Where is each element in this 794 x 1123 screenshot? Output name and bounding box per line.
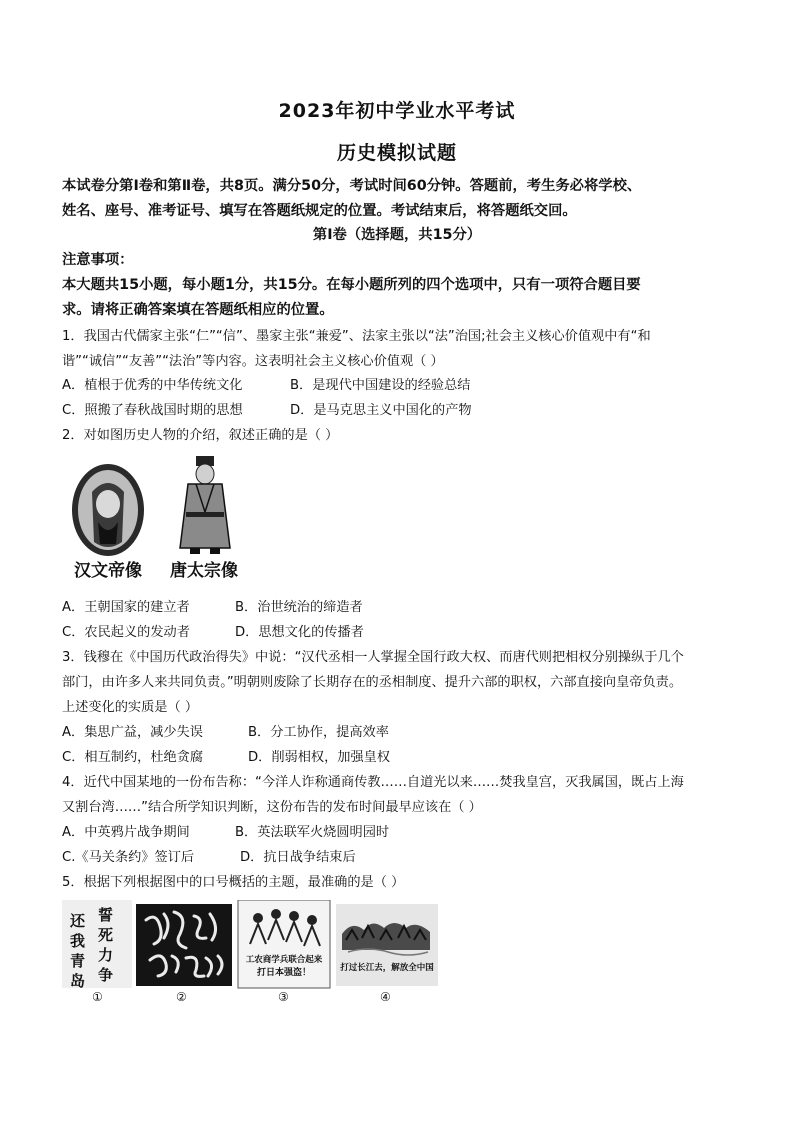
q3-stem-line-3: 上述变化的实质是（ ） [62,700,199,715]
q4-stem-line-1: 4．近代中国某地的一份布告称：“今洋人诈称通商传教……自道光以来……焚我皇宫，灭我属国，既占上海 [62,775,684,790]
q1-stem-line-2: 谐”“诚信”“友善”“法治”等内容。这表明社会主义核心价值观（ ） [62,354,444,369]
svg-text:争: 争 [98,966,114,984]
svg-text:誓: 誓 [98,906,114,924]
svg-text:力: 力 [98,946,114,964]
q2-stem: 2．对如图历史人物的介绍，叙述正确的是（ ） [62,428,339,443]
q5-stem: 5．根据下列根据图中的口号概括的主题，最准确的是（ ） [62,875,405,890]
q2-option-d: D．思想文化的传播者 [235,625,364,640]
exam-subtitle: 历史模拟试题 [336,142,457,164]
poster-label-3: ③ [278,990,289,1004]
poster-label-2: ② [176,990,187,1004]
poster-1 [62,900,132,990]
svg-text:工农商学兵联合起来: 工农商学兵联合起来 [245,955,323,965]
caption-han-emperor: 汉文帝像 [74,561,142,581]
q2-option-a: A．王朝国家的建立者 [62,600,190,615]
exam-title: 2023年初中学业水平考试 [278,100,516,122]
q2-option-b: B．治世统治的缔造者 [235,600,363,615]
q4-option-d: D．抗日战争结束后 [240,850,356,865]
svg-text:死: 死 [98,926,114,944]
q1-option-a: A．植根于优秀的中华传统文化 [62,378,243,393]
poster-3 [238,900,330,988]
intro-line-2: 姓名、座号、准考证号、填写在答题纸规定的位置。考试结束后，将答题纸交回。 [62,203,577,219]
q3-option-c: C．相互制约，杜绝贪腐 [62,750,204,765]
q4-option-a: A．中英鸦片战争期间 [62,825,190,840]
q1-option-d: D．是马克思主义中国化的产物 [290,403,472,418]
poster-label-4: ④ [380,990,391,1004]
svg-text:我: 我 [70,932,86,950]
q4-option-c: C.《马关条约》签订后 [62,850,195,865]
q4-stem-line-2: 又割台湾……”结合所学知识判断，这份布告的发布时间最早应该在（ ） [62,800,482,815]
q3-option-d: D．削弱相权，加强皇权 [248,750,391,765]
svg-text:青: 青 [70,952,86,970]
q1-option-c: C．照搬了春秋战国时期的思想 [62,403,243,418]
q3-option-a: A．集思广益，减少失误 [62,725,203,740]
svg-text:打日本强盗！: 打日本强盗！ [256,968,312,978]
svg-text:还: 还 [70,912,86,930]
q3-stem-line-2: 部门，由许多人来共同负责。”明朝则废除了长期存在的丞相制度、提升六部的职权，六部直接向皇帝负责。 [62,675,683,690]
q1-option-b: B．是现代中国建设的经验总结 [290,378,471,393]
tang-emperor-figure [180,456,230,554]
q2-option-c: C．农民起义的发动者 [62,625,190,640]
instruction-line-1: 本大题共15小题，每小题1分，共15分。在每小题所列的四个选项中，只有一项符合题目要 [62,277,641,293]
svg-text:岛: 岛 [70,972,86,990]
q3-stem-line-1: 3．钱穆在《中国历代政治得失》中说：“汉代丞相一人掌握全国行政大权、而唐代则把相权分别操纵于几个 [62,650,684,665]
caption-tang-emperor: 唐太宗像 [170,561,238,581]
q2-portraits-image [62,452,268,582]
q5-posters-image [62,900,442,1004]
svg-text:打过长江去，解放全中国: 打过长江去，解放全中国 [340,963,434,973]
q3-option-b: B．分工协作，提高效率 [248,725,389,740]
notice-label: 注意事项： [62,252,134,268]
intro-line-1: 本试卷分第Ⅰ卷和第Ⅱ卷，共8页。满分50分，考试时间60分钟。答题前，考生务必将学校、 [62,178,642,194]
poster-4 [336,904,438,986]
poster-2 [136,904,232,986]
q4-option-b: B．英法联军火烧圆明园时 [235,825,390,840]
poster-label-1: ① [92,990,103,1004]
section-heading: 第Ⅰ卷（选择题，共15分） [312,227,482,243]
instruction-line-2: 求。请将正确答案填在答题纸相应的位置。 [62,302,334,318]
q1-stem-line-1: 1．我国古代儒家主张“仁”“信”、墨家主张“兼爱”、法家主张以“法”治国;社会主义核心价值观中有“和 [62,329,651,344]
